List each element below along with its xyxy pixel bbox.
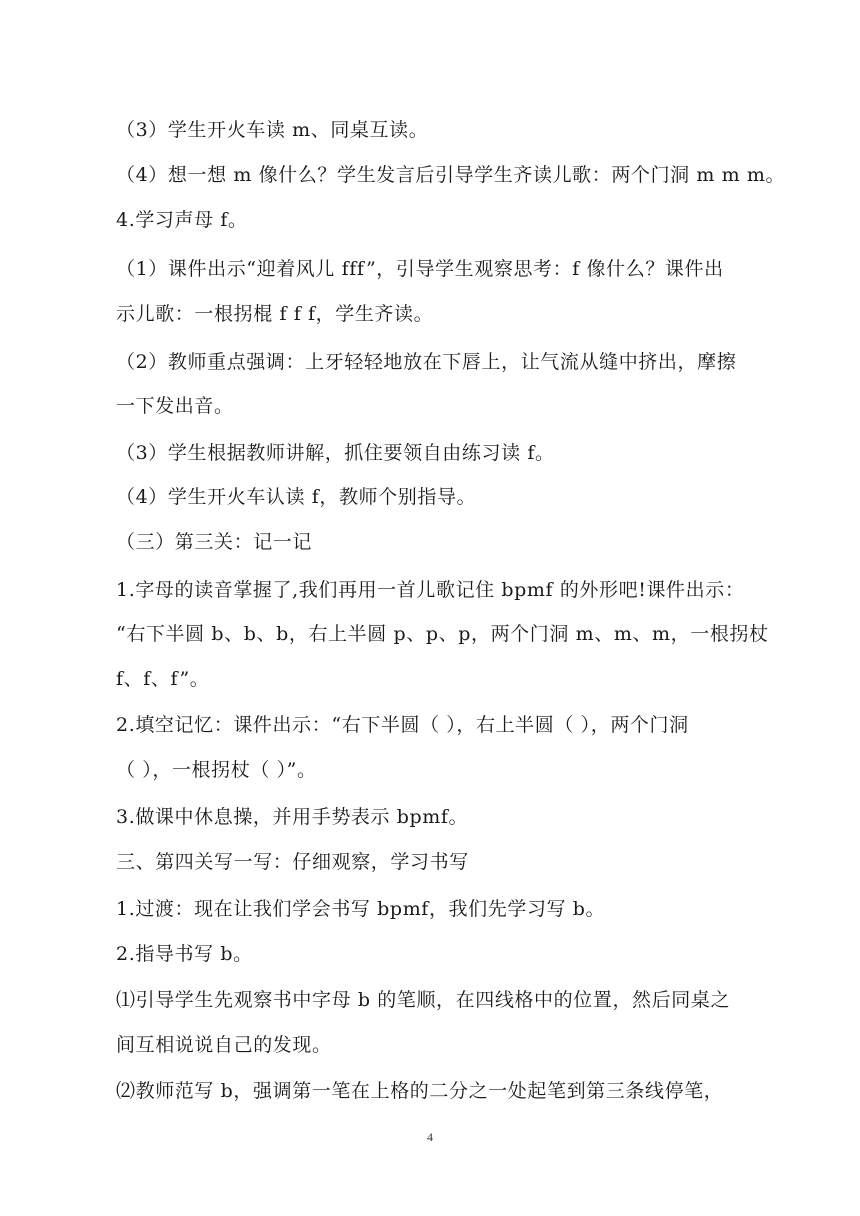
text-line: 示儿歌：一根拐棍 f f f，学生齐读。: [116, 303, 434, 325]
text-line: （3）学生开火车读 m、同桌互读。: [116, 119, 429, 141]
text-line: 2.指导书写 b。: [116, 943, 253, 965]
text-line: （3）学生根据教师讲解，抓住要领自由练习读 f。: [116, 442, 555, 464]
text-line: 2.填空记忆：课件出示：“右下半圆（ ），右上半圆（ ），两个门洞: [116, 714, 689, 736]
text-line: （4）学生开火车认读 f，教师个别指导。: [116, 486, 477, 508]
section-heading: （三）第三关：记一记: [116, 531, 313, 553]
text-line: 间互相说说自己的发现。: [116, 1034, 332, 1056]
text-line: ⑵教师范写 b，强调第一笔在上格的二分之一处起笔到第三条线停笔，: [116, 1080, 724, 1102]
text-line: 1.字母的读音掌握了,我们再用一首儿歌记住 bpmf 的外形吧!课件出示：: [116, 579, 745, 601]
text-line: （4）想一想 m 像什么？学生发言后引导学生齐读儿歌：两个门洞 m m m。: [116, 164, 786, 186]
text-line: （ ），一根拐杖（ ）”。: [116, 759, 317, 781]
text-line: 3.做课中休息操，并用手势表示 bpmf。: [116, 806, 469, 828]
text-line: f、f、f”。: [116, 668, 210, 690]
text-line: 1.过渡：现在让我们学会书写 bpmf，我们先学习写 b。: [116, 898, 606, 920]
text-line: 4.学习声母 f。: [116, 209, 248, 231]
text-line: （2）教师重点强调：上牙轻轻地放在下唇上，让气流从缝中挤出，摩擦: [116, 351, 737, 373]
text-line: （1）课件出示“迎着风儿 fff”，引导学生观察思考：f 像什么？课件出: [116, 258, 724, 280]
text-line: “右下半圆 b、b、b，右上半圆 p、p、p，两个门洞 m、m、m，一根拐杖: [116, 623, 769, 645]
page-number: 4: [427, 1130, 433, 1144]
section-heading: 三、第四关写一写：仔细观察，学习书写: [116, 851, 469, 873]
text-line: 一下发出音。: [116, 395, 234, 417]
text-line: ⑴引导学生先观察书中字母 b 的笔顺，在四线格中的位置，然后同桌之: [116, 989, 731, 1011]
